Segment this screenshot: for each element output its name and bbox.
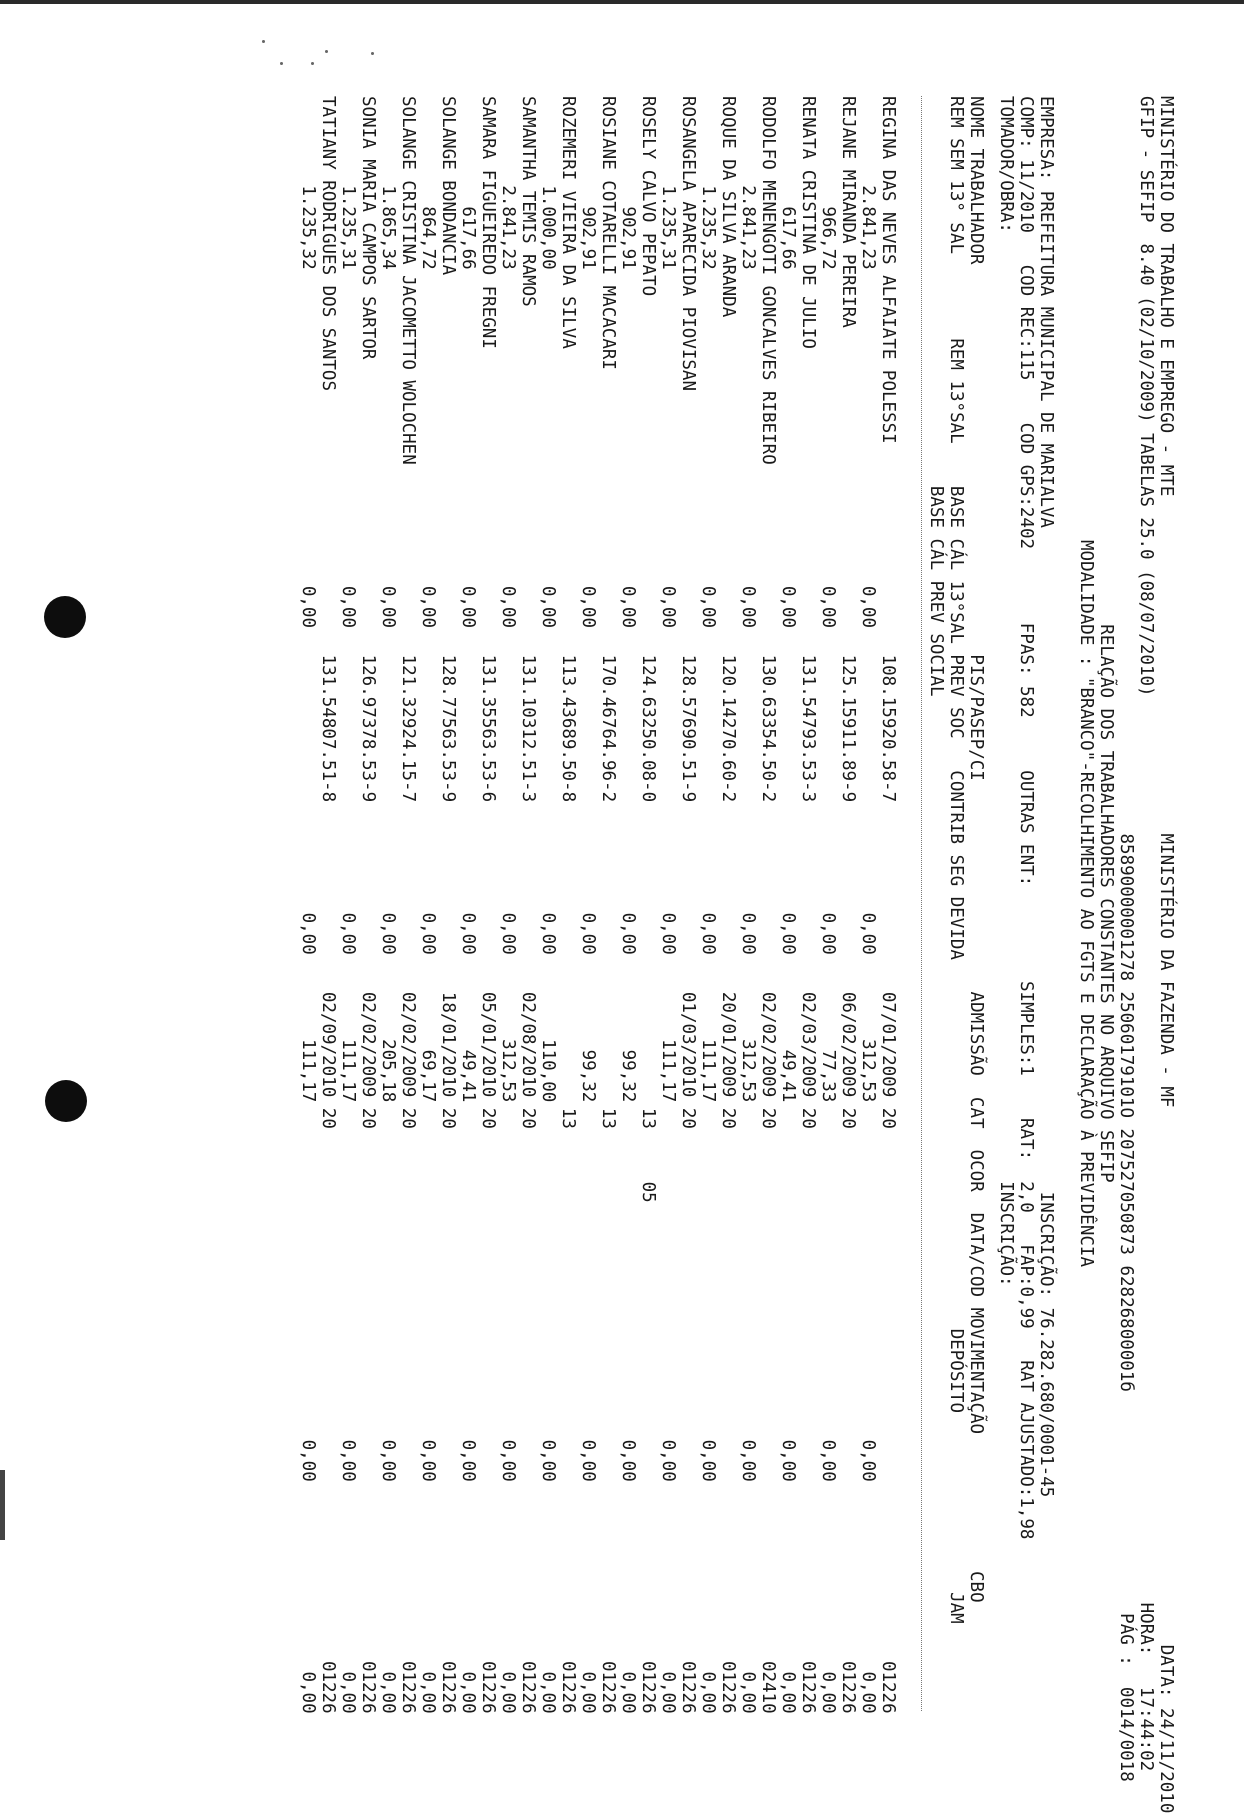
worker-contribution: 99,32 bbox=[578, 1049, 598, 1103]
worker-pis: 120.14270.60-2 bbox=[718, 654, 738, 803]
paper-left-edge-mark bbox=[0, 1470, 5, 1540]
worker-jam: 0,00 bbox=[858, 1671, 878, 1714]
worker-name: RENATA CRISTINA DE JULIO bbox=[798, 96, 818, 349]
worker-deposit: 0,00 bbox=[538, 1439, 558, 1482]
worker-admission: 01/03/2010 bbox=[678, 991, 698, 1098]
worker-salary: 902,91 bbox=[578, 206, 598, 270]
worker-category: 20 bbox=[438, 1107, 458, 1129]
competence-line: COMP: 11/2010 COD REC:115 COD GPS:2402 FPAS: 582 OUTRAS ENT: SIMPLES:1 RAT: 2,0 FAP:0,99 RAT AJUSTADO:1,98 bbox=[1016, 96, 1036, 1540]
worker-name: REJANE MIRANDA PEREIRA bbox=[838, 96, 858, 328]
worker-13th-salary: 0,00 bbox=[698, 585, 718, 628]
worker-13th-base: 0,00 bbox=[578, 912, 598, 955]
report-title: RELAÇÃO DOS TRABALHADORES CONSTANTES NO ARQUIVO SEFIP bbox=[1096, 624, 1116, 1183]
worker-cbo: 01226 bbox=[878, 1660, 898, 1714]
scan-speck bbox=[311, 62, 314, 65]
worker-13th-salary: 0,00 bbox=[378, 585, 398, 628]
worker-category: 20 bbox=[398, 1107, 418, 1129]
worker-13th-base: 0,00 bbox=[658, 912, 678, 955]
worker-admission: 02/03/2009 bbox=[798, 991, 818, 1098]
worker-admission: 02/02/2009 bbox=[758, 991, 778, 1098]
worker-13th-salary: 0,00 bbox=[298, 585, 318, 628]
worker-13th-base: 0,00 bbox=[298, 912, 318, 955]
worker-category: 20 bbox=[678, 1107, 698, 1129]
worker-deposit: 0,00 bbox=[738, 1439, 758, 1482]
worker-category: 20 bbox=[878, 1107, 898, 1129]
worker-jam: 0,00 bbox=[658, 1671, 678, 1714]
worker-13th-salary: 0,00 bbox=[738, 585, 758, 628]
worker-jam: 0,00 bbox=[538, 1671, 558, 1714]
worker-contribution: 111,17 bbox=[698, 1039, 718, 1103]
worker-13th-salary: 0,00 bbox=[458, 585, 478, 628]
worker-contribution: 99,32 bbox=[618, 1049, 638, 1103]
worker-salary: 864,72 bbox=[418, 206, 438, 270]
worker-admission: 05/01/2010 bbox=[478, 991, 498, 1098]
worker-pis: 130.63354.50-2 bbox=[758, 654, 778, 803]
worker-13th-salary: 0,00 bbox=[818, 585, 838, 628]
worker-cbo: 01226 bbox=[438, 1660, 458, 1714]
worker-13th-base: 0,00 bbox=[338, 912, 358, 955]
worker-salary: 1.235,31 bbox=[658, 185, 678, 270]
worker-cbo: 01226 bbox=[318, 1660, 338, 1714]
worker-contribution: 111,17 bbox=[338, 1039, 358, 1103]
worker-contribution: 205,18 bbox=[378, 1039, 398, 1103]
worker-jam: 0,00 bbox=[618, 1671, 638, 1714]
worker-category: 13 bbox=[598, 1107, 618, 1129]
worker-occurrence: 05 bbox=[638, 1181, 658, 1203]
worker-jam: 0,00 bbox=[818, 1671, 838, 1714]
sefip-report bbox=[176, 96, 1176, 1813]
worker-salary: 902,91 bbox=[618, 206, 638, 270]
scan-speck bbox=[262, 40, 265, 43]
worker-cbo: 01226 bbox=[718, 1660, 738, 1714]
paper-top-edge bbox=[0, 0, 1244, 4]
worker-13th-base: 0,00 bbox=[458, 912, 478, 955]
worker-pis: 131.35563.53-6 bbox=[478, 654, 498, 803]
worker-pis: 126.97378.53-9 bbox=[358, 654, 378, 803]
worker-13th-salary: 0,00 bbox=[538, 585, 558, 628]
worker-deposit: 0,00 bbox=[378, 1439, 398, 1482]
worker-13th-base: 0,00 bbox=[778, 912, 798, 955]
worker-salary: 1.235,31 bbox=[338, 185, 358, 270]
worker-salary: 617,66 bbox=[458, 206, 478, 270]
worker-jam: 0,00 bbox=[498, 1671, 518, 1714]
worker-deposit: 0,00 bbox=[858, 1439, 878, 1482]
worker-name: RODOLFO MENENGOTI GONCALVES RIBEIRO bbox=[758, 96, 778, 465]
worker-name: SOLANGE BONDANCIA bbox=[438, 96, 458, 276]
worker-contribution: 49,41 bbox=[458, 1049, 478, 1103]
worker-contribution: 69,17 bbox=[418, 1049, 438, 1103]
worker-13th-base: 0,00 bbox=[858, 912, 878, 955]
worker-deposit: 0,00 bbox=[618, 1439, 638, 1482]
header-separator bbox=[921, 96, 922, 1711]
worker-salary: 966,72 bbox=[818, 206, 838, 270]
worker-name: ROSIANE COTARELLI MACACARI bbox=[598, 96, 618, 370]
column-header-line-3: BASE CÁL PREV SOCIAL bbox=[926, 96, 946, 697]
worker-pis: 131.54793.53-3 bbox=[798, 654, 818, 803]
worker-13th-salary: 0,00 bbox=[578, 585, 598, 628]
worker-cbo: 01226 bbox=[518, 1660, 538, 1714]
worker-salary: 1.865,34 bbox=[378, 185, 398, 270]
worker-category: 20 bbox=[838, 1107, 858, 1129]
worker-pis: 128.57690.51-9 bbox=[678, 654, 698, 803]
worker-name: SAMARA FIGUEIREDO FREGNI bbox=[478, 96, 498, 349]
worker-salary: 2.841,23 bbox=[858, 185, 878, 270]
worker-salary: 617,66 bbox=[778, 206, 798, 270]
worker-contribution: 111,17 bbox=[298, 1039, 318, 1103]
header-line-barcode-page: 85890000001278 25060179101O 20752705087З 62826800001б PÁG : 0014/0018 bbox=[1116, 96, 1136, 1782]
worker-13th-base: 0,00 bbox=[618, 912, 638, 955]
worker-pis: 131.54807.51-8 bbox=[318, 654, 338, 803]
worker-13th-base: 0,00 bbox=[818, 912, 838, 955]
worker-cbo: 01226 bbox=[598, 1660, 618, 1714]
worker-contribution: 77,33 bbox=[818, 1049, 838, 1103]
worker-category: 20 bbox=[358, 1107, 378, 1129]
worker-pis: 113.43689.50-8 bbox=[558, 654, 578, 803]
header-line-ministries-date: MINISTÉRIO DO TRABALHO E EMPREGO - MTE MINISTÉRIO DA FAZENDA - MF DATA: 24/11/2010 bbox=[1156, 96, 1176, 1813]
worker-name: SAMANTHA TEMIS RAMOS bbox=[518, 96, 538, 307]
worker-cbo: 01226 bbox=[478, 1660, 498, 1714]
worker-category: 20 bbox=[718, 1107, 738, 1129]
worker-pis: 170.46764.96-2 bbox=[598, 654, 618, 803]
worker-contribution: 110,00 bbox=[538, 1039, 558, 1103]
worker-contribution: 49,41 bbox=[778, 1049, 798, 1103]
worker-13th-salary: 0,00 bbox=[658, 585, 678, 628]
worker-name: ROSANGELA APARECIDA PIOVISAN bbox=[678, 96, 698, 392]
worker-name: ROZEMERI VIEIRA DA SILVA bbox=[558, 96, 578, 349]
worker-jam: 0,00 bbox=[338, 1671, 358, 1714]
worker-deposit: 0,00 bbox=[418, 1439, 438, 1482]
worker-contribution: 111,17 bbox=[658, 1039, 678, 1103]
worker-deposit: 0,00 bbox=[298, 1439, 318, 1482]
worker-salary: 1.235,32 bbox=[298, 185, 318, 270]
worker-deposit: 0,00 bbox=[498, 1439, 518, 1482]
worker-name: SOLANGE CRISTINA JACOMETTO WOLOCHEN bbox=[398, 96, 418, 465]
worker-pis: 128.77563.53-9 bbox=[438, 654, 458, 803]
worker-salary: 1.000,00 bbox=[538, 185, 558, 270]
worker-admission: 07/01/2009 bbox=[878, 991, 898, 1098]
worker-13th-base: 0,00 bbox=[378, 912, 398, 955]
worker-jam: 0,00 bbox=[578, 1671, 598, 1714]
worker-name: ROSELY CALVO PEPATO bbox=[638, 96, 658, 297]
worker-pis: 108.15920.58-7 bbox=[878, 654, 898, 803]
report-modality: MODALIDADE : "BRANCO"-RECOLHIMENTO AO FGTS E DECLARAÇÃO À PREVIDÊNCIA bbox=[1076, 540, 1096, 1267]
worker-name: ROQUE DA SILVA ARANDA bbox=[718, 96, 738, 318]
worker-cbo: 01226 bbox=[678, 1660, 698, 1714]
worker-13th-salary: 0,00 bbox=[858, 585, 878, 628]
worker-admission: 20/01/2009 bbox=[718, 991, 738, 1098]
worker-13th-salary: 0,00 bbox=[778, 585, 798, 628]
worker-admission: 02/08/2010 bbox=[518, 991, 538, 1098]
worker-jam: 0,00 bbox=[698, 1671, 718, 1714]
worker-admission: 02/09/2010 bbox=[318, 991, 338, 1098]
worker-category: 20 bbox=[518, 1107, 538, 1129]
worker-admission: 02/02/2009 bbox=[358, 991, 378, 1098]
worker-deposit: 0,00 bbox=[818, 1439, 838, 1482]
worker-13th-base: 0,00 bbox=[738, 912, 758, 955]
worker-jam: 0,00 bbox=[378, 1671, 398, 1714]
worker-cbo: 01226 bbox=[838, 1660, 858, 1714]
worker-pis: 121.32924.15-7 bbox=[398, 654, 418, 803]
punch-hole-top bbox=[44, 596, 86, 638]
worker-pis: 125.15911.89-9 bbox=[838, 654, 858, 803]
worker-deposit: 0,00 bbox=[458, 1439, 478, 1482]
worker-deposit: 0,00 bbox=[778, 1439, 798, 1482]
worker-pis: 124.63250.08-0 bbox=[638, 654, 658, 803]
worker-category: 20 bbox=[318, 1107, 338, 1129]
company-line: EMPRESA: PREFEITURA MUNICIPAL DE MARIALVA INSCRIÇÃO: 76.282.680/0001-45 bbox=[1036, 96, 1056, 1498]
worker-jam: 0,00 bbox=[738, 1671, 758, 1714]
worker-jam: 0,00 bbox=[418, 1671, 438, 1714]
worker-jam: 0,00 bbox=[298, 1671, 318, 1714]
worker-deposit: 0,00 bbox=[338, 1439, 358, 1482]
worker-pis: 131.10312.51-3 bbox=[518, 654, 538, 803]
worker-deposit: 0,00 bbox=[578, 1439, 598, 1482]
worker-category: 13 bbox=[638, 1107, 658, 1129]
worker-category: 20 bbox=[798, 1107, 818, 1129]
tomador-line: TOMADOR/OBRA: INSCRIÇÃO: bbox=[996, 96, 1016, 1287]
worker-13th-salary: 0,00 bbox=[418, 585, 438, 628]
worker-13th-salary: 0,00 bbox=[618, 585, 638, 628]
worker-admission: 06/02/2009 bbox=[838, 991, 858, 1098]
worker-cbo: 01226 bbox=[558, 1660, 578, 1714]
worker-name: TATIANY RODRIGUES DOS SANTOS bbox=[318, 96, 338, 392]
worker-contribution: 312,53 bbox=[498, 1039, 518, 1103]
worker-13th-base: 0,00 bbox=[498, 912, 518, 955]
worker-13th-salary: 0,00 bbox=[498, 585, 518, 628]
worker-deposit: 0,00 bbox=[658, 1439, 678, 1482]
column-header-line-2: REM SEM 13° SAL REM 13°SAL BASE CÁL 13°SAL PREV SOC CONTRIB SEG DEVIDA DEPÓSITO JAM bbox=[946, 96, 966, 1624]
worker-deposit: 0,00 bbox=[698, 1439, 718, 1482]
worker-13th-base: 0,00 bbox=[698, 912, 718, 955]
worker-admission: 18/01/2010 bbox=[438, 991, 458, 1098]
worker-contribution: 312,53 bbox=[738, 1039, 758, 1103]
scan-speck bbox=[371, 52, 374, 55]
worker-salary: 2.841,23 bbox=[498, 185, 518, 270]
worker-jam: 0,00 bbox=[458, 1671, 478, 1714]
worker-salary: 1.235,32 bbox=[698, 185, 718, 270]
worker-category: 20 bbox=[478, 1107, 498, 1129]
punch-hole-bottom bbox=[45, 1080, 87, 1122]
worker-category: 20 bbox=[758, 1107, 778, 1129]
worker-name: SONIA MARIA CAMPOS SARTOR bbox=[358, 96, 378, 360]
scan-speck bbox=[280, 62, 283, 65]
worker-cbo: 01226 bbox=[638, 1660, 658, 1714]
worker-contribution: 312,53 bbox=[858, 1039, 878, 1103]
worker-13th-base: 0,00 bbox=[538, 912, 558, 955]
worker-cbo: 02410 bbox=[758, 1660, 778, 1714]
worker-salary: 2.841,23 bbox=[738, 185, 758, 270]
column-header-line-1: NOME TRABALHADOR PIS/PASEP/CI ADMISSÃO CAT OCOR DATA/COD MOVIMENTAÇÃO CBO bbox=[966, 96, 986, 1603]
worker-13th-salary: 0,00 bbox=[338, 585, 358, 628]
worker-name: REGINA DAS NEVES ALFAIATE POLESSI bbox=[878, 96, 898, 444]
worker-cbo: 01226 bbox=[798, 1660, 818, 1714]
worker-cbo: 01226 bbox=[358, 1660, 378, 1714]
worker-admission: 02/02/2009 bbox=[398, 991, 418, 1098]
scan-speck bbox=[325, 50, 328, 53]
worker-category: 13 bbox=[558, 1107, 578, 1129]
worker-jam: 0,00 bbox=[778, 1671, 798, 1714]
worker-cbo: 01226 bbox=[398, 1660, 418, 1714]
worker-13th-base: 0,00 bbox=[418, 912, 438, 955]
header-line-version-time: GFIP - SEFIP 8.40 (02/10/2009) TABELAS 25.0 (08/07/2010) HORA: 17:44:02 bbox=[1136, 96, 1156, 1772]
